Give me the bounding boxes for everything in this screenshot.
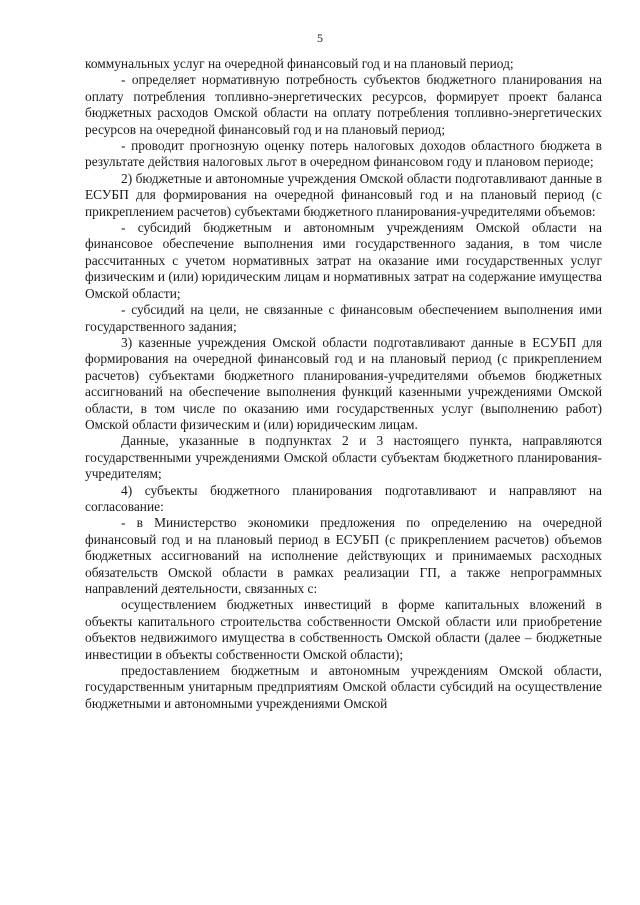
paragraph: - субсидий бюджетным и автономным учреждениям Омской области на финансовое обеспечение выполнения ими государственного задания, в том числе рассчитанных с учетом нормативных затрат на оказание ими государственных услуг физическим и (или) юридическим лицам и нормативных затрат на содержание имущества Омской области;	[85, 220, 602, 301]
paragraph: - определяет нормативную потребность субъектов бюджетного планирования на оплату потребления топливно-энергетических ресурсов, формирует проект баланса бюджетных расходов Омской области на оплату потребления топливно-энергетических ресурсов на очередной финансовый год и на плановый период;	[85, 72, 602, 137]
paragraph: - субсидий на цели, не связанные с финансовым обеспечением выполнения ими государственного задания;	[85, 302, 602, 334]
paragraph: 3) казенные учреждения Омской области подготавливают данные в ЕСУБП для формирования на очередной финансовый год и на плановый период (с прикреплением расчетов) субъектами бюджетного планирования-учредителями объемов бюджетных ассигнований на обеспечение выполнения функций казенными учреждениями Омской области, в том числе по оказанию ими государственных услуг (выполнению работ) Омской области физическим и (или) юридическим лицам.	[85, 334, 602, 432]
paragraph: предоставлением бюджетным и автономным учреждениям Омской области, государственным унитарным предприятиям Омской области субсидий на осуществление бюджетными и автономными учреждениями Омской	[85, 663, 602, 711]
paragraph: - проводит прогнозную оценку потерь налоговых доходов областного бюджета в результате действия налоговых льгот в очередном финансовом году и плановом периоде;	[85, 138, 602, 170]
paragraph: коммунальных услуг на очередной финансовый год и на плановый период;	[85, 56, 514, 71]
paragraph: осуществлением бюджетных инвестиций в форме капитальных вложений в объекты капитального строительства собственности Омской области или приобретение объектов недвижимого имущества в собственность Омской области (далее – бюджетные инвестиции в объекты собственности Омской области);	[85, 597, 602, 662]
paragraph: - в Министерство экономики предложения по определению на очередной финансовый год и на плановый период в ЕСУБП (с прикреплением расчетов) объемов бюджетных ассигнований на исполнение действующих и принимаемых расходных обязательств Омской области в рамках реализации ГП, а также непрограммных направлений деятельности, связанных с:	[85, 515, 602, 596]
paragraph: Данные, указанные в подпунктах 2 и 3 настоящего пункта, направляются государственными учреждениями Омской области субъектам бюджетного планирования-учредителям;	[85, 433, 602, 482]
document-body	[85, 56, 602, 712]
paragraph: 2) бюджетные и автономные учреждения Омской области подготавливают данные в ЕСУБП для формирования на очередной финансовый год и на плановый период (с прикреплением расчетов) субъектами бюджетного планирования-учредителями объемов:	[85, 170, 602, 219]
paragraph: 4) субъекты бюджетного планирования подготавливают и направляют на согласование:	[85, 482, 602, 514]
page-number: 5	[317, 31, 323, 45]
